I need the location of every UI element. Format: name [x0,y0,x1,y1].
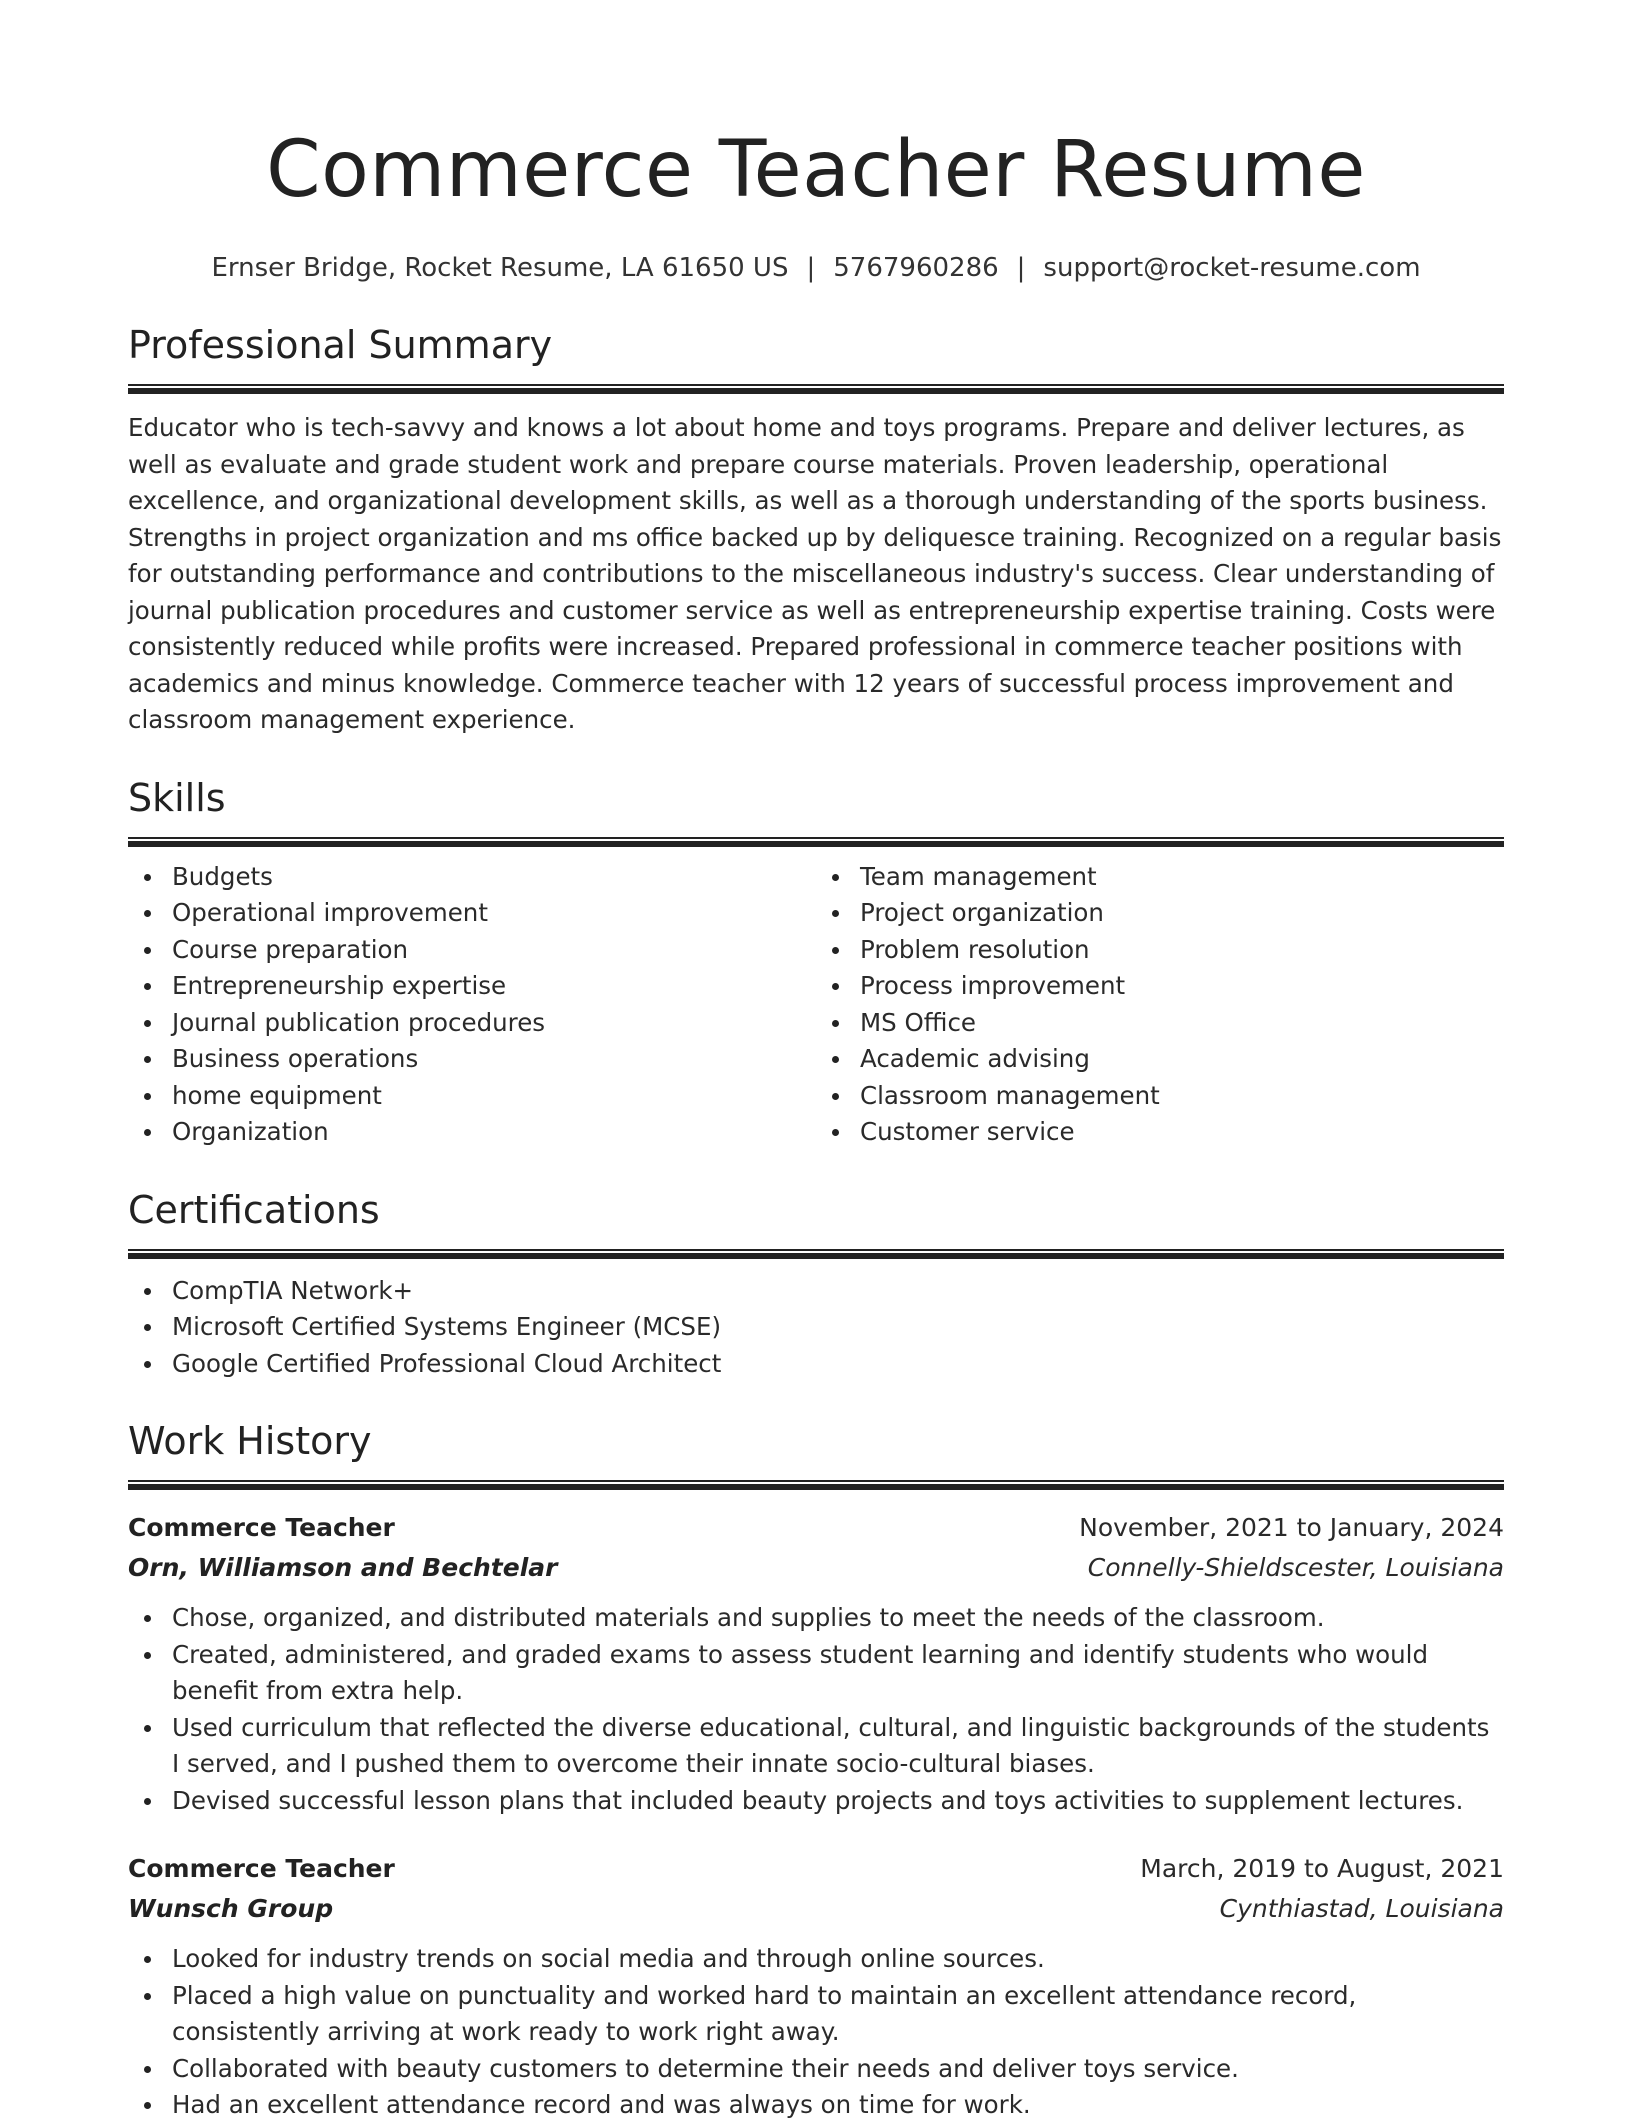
certification-item: CompTIA Network+ [128,1273,1504,1310]
contact-separator: | [1016,253,1026,283]
summary-text: Educator who is tech-savvy and knows a lot about home and toys programs. Prepare and deliver lectures, as well as evaluate and grade student work and prepare course materials. Proven leadership, operational excellence, and organizational development skills, as well as a thorough understanding of the sports business. Strengths in project organization and ms office backed up by deliquesce training. Recognized on a regular basis for outstanding performance and contributions to the miscellaneous industry's success. Clear understanding of journal publication procedures and customer service as well as entrepreneurship expertise training. Costs were consistently reduced while profits were increased. Prepared professional in commerce teacher positions with academics and minus knowledge. Commerce teacher with 12 years of successful process improvement and classroom management experience. [128,413,1502,734]
summary-heading: Professional Summary [128,323,553,367]
job-company: Orn, Williamson and Bechtelar [128,1553,558,1582]
job-bullet: Placed a high value on punctuality and worked hard to maintain an excellent attendance record, consistently arriving at work ready to work right away. [128,1978,1504,2051]
job-company-row [128,1548,1504,1588]
skill-item: Course preparation [128,932,816,969]
job-header-row [128,1508,1504,1548]
job-location: Cynthiastad, Louisiana [1219,1894,1504,1923]
skill-item: Academic advising [816,1041,1504,1078]
job-bullet: Collaborated with beauty customers to determine their needs and deliver toys service. [128,2051,1504,2088]
contact-line [128,250,1504,286]
skill-item: home equipment [128,1078,816,1115]
skill-item: Operational improvement [128,895,816,932]
contact-email[interactable]: support@rocket-resume.com [1043,253,1421,283]
job-company-row [128,1889,1504,1929]
job-title: Commerce Teacher [128,1513,395,1542]
skill-item: Process improvement [816,968,1504,1005]
job-bullets [128,1600,1504,1819]
skills-list-left [128,859,816,1151]
job-bullet: Had an excellent attendance record and was always on time for work. [128,2087,1504,2124]
certification-item: Microsoft Certified Systems Engineer (MCSE) [128,1309,1504,1346]
job-dates: March, 2019 to August, 2021 [1140,1854,1504,1883]
skills-section [128,773,1504,1151]
skill-item: Business operations [128,1041,816,1078]
job-company: Wunsch Group [128,1894,334,1923]
job-entry [128,1849,1504,2124]
skill-item: Entrepreneurship expertise [128,968,816,1005]
job-dates: November, 2021 to January, 2024 [1079,1513,1504,1542]
section-divider [128,1249,1504,1259]
skills-columns [128,859,1504,1151]
job-entry [128,1508,1504,1819]
skill-item: Journal publication procedures [128,1005,816,1042]
job-title: Commerce Teacher [128,1854,395,1883]
job-bullet: Used curriculum that reflected the diverse educational, cultural, and linguistic backgrounds of the students I served, and I pushed them to overcome their innate socio-cultural biases. [128,1710,1504,1783]
certifications-heading: Certifications [128,1187,380,1232]
skills-heading: Skills [128,775,226,820]
skill-item: Budgets [128,859,816,896]
contact-separator: | [806,253,816,283]
section-divider [128,837,1504,847]
work-history-heading: Work History [128,1419,372,1463]
contact-address: Ernser Bridge, Rocket Resume, LA 61650 US [211,253,789,283]
skill-item: Customer service [816,1114,1504,1151]
job-bullet: Devised successful lesson plans that included beauty projects and toys activities to supplement lectures. [128,1783,1504,1820]
skill-item: MS Office [816,1005,1504,1042]
resume-title: Commerce Teacher Resume [266,125,1366,215]
skill-item: Problem resolution [816,932,1504,969]
skill-item: Team management [816,859,1504,896]
job-location: Connelly-Shieldscester, Louisiana [1087,1553,1504,1582]
skill-item: Organization [128,1114,816,1151]
job-bullet: Created, administered, and graded exams to assess student learning and identify students who would benefit from extra help. [128,1637,1504,1710]
work-history-section [128,1416,1504,2124]
certifications-list [128,1273,1504,1383]
job-bullets [128,1941,1504,2124]
certification-item: Google Certified Professional Cloud Architect [128,1346,1504,1383]
section-divider [128,384,1504,394]
job-bullet: Looked for industry trends on social media and through online sources. [128,1941,1504,1978]
contact-phone: 5767960286 [833,253,999,283]
section-divider [128,1480,1504,1490]
skill-item: Classroom management [816,1078,1504,1115]
certifications-section [128,1185,1504,1383]
skills-list-right [816,859,1504,1151]
job-bullet: Chose, organized, and distributed materials and supplies to meet the needs of the classroom. [128,1600,1504,1637]
skill-item: Project organization [816,895,1504,932]
job-header-row [128,1849,1504,1889]
summary-section [128,320,1504,739]
